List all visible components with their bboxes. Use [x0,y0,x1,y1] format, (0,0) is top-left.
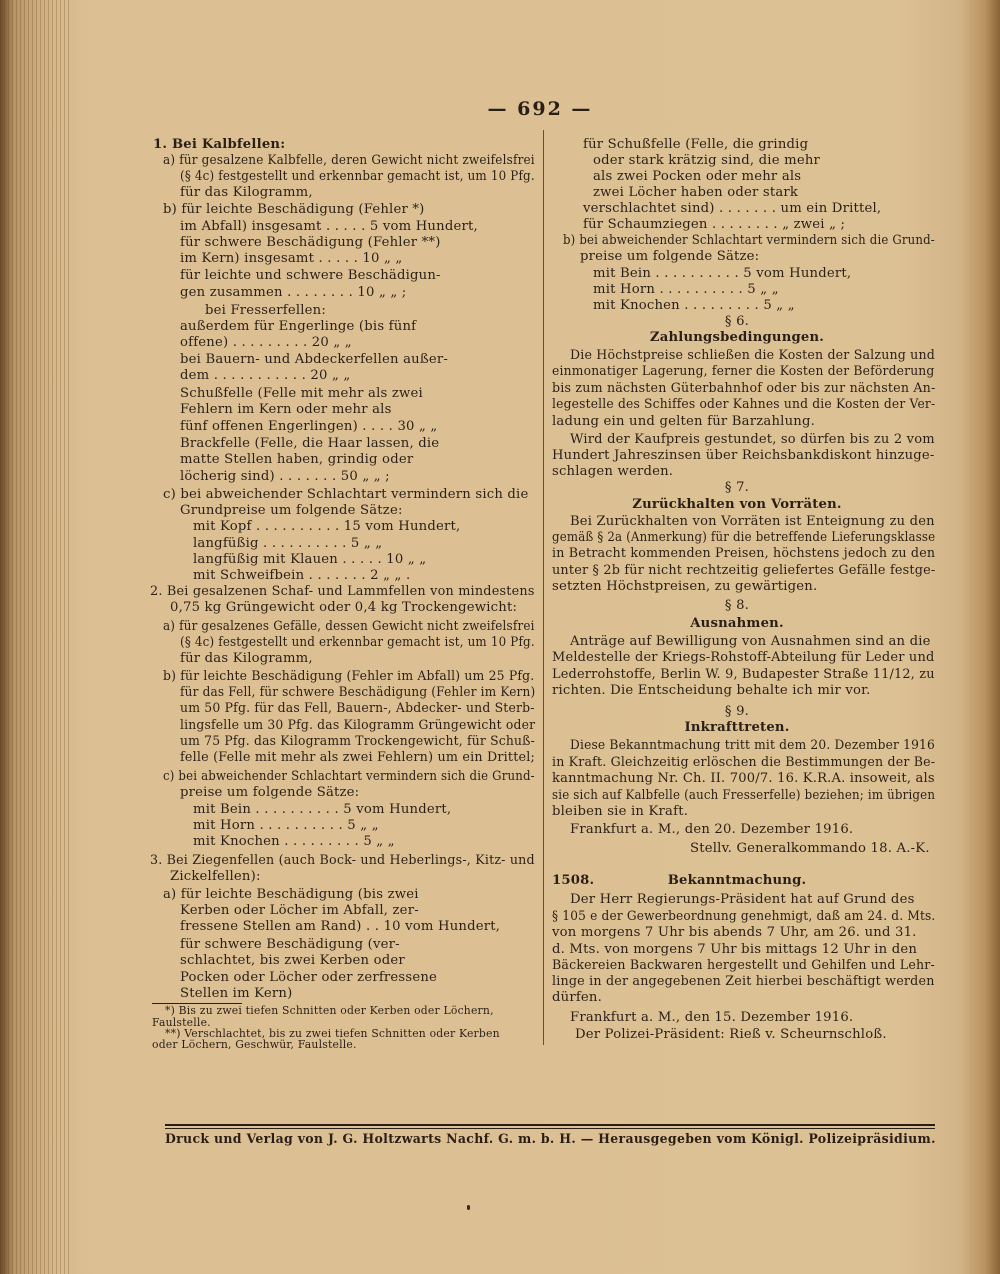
right-column-line: b) bei abweichender Schlachtart vermindern sich die Grund- [563,233,935,248]
right-column-line: Inkrafttreten. [684,720,790,735]
left-column-line: Brackfelle (Felle, die Haar lassen, die [180,436,440,451]
left-column-line: b) für leichte Beschädigung (Fehler *) [163,202,425,217]
left-column-line: Schußfelle (Felle mit mehr als zwei [180,386,423,401]
right-column-line: Zurückhalten von Vorräten. [632,497,842,512]
left-column-line: im Kern) insgesamt . . . . . 10 „ „ [180,251,403,266]
left-column-line: fünf offenen Engerlingen) . . . . 30 „ „ [180,419,438,434]
left-column-line: (§ 4c) festgestellt und erkennbar gemacht ist, um 10 Pfg. [180,635,535,650]
left-column-line: für das Kilogramm, [180,651,313,666]
left-column-line: gen zusammen . . . . . . . . 10 „ „ ; [180,285,407,300]
right-column-line: Meldestelle der Kriegs-Rohstoff-Abteilung für Leder und [552,650,935,665]
right-column-line: d. Mts. von morgens 7 Uhr bis mittags 12 Uhr in den [552,942,918,957]
right-column-line: ladung ein und gelten für Barzahlung. [552,414,815,429]
left-column-line: 2. Bei gesalzenen Schaf- und Lammfellen von mindestens [150,584,535,599]
printer-imprint: Druck und Verlag von J. G. Holtzwarts Nachf. G. m. b. H. — Herausgegeben vom Königl. Polizeipräsidium. [165,1131,936,1146]
right-column-line: setzten Höchstpreisen, zu gewärtigen. [552,579,818,594]
right-column-line: Anträge auf Bewilligung von Ausnahmen sind an die [570,634,931,649]
right-column-line: Lederrohstoffe, Berlin W. 9, Budapester Straße 11/12, zu [552,667,935,682]
left-column-line: bei Bauern- und Abdeckerfellen außer- [180,352,449,367]
footnote-line: oder Löchern, Geschwür, Faulstelle. [152,1038,357,1051]
right-column-line: Diese Bekanntmachung tritt mit dem 20. Dezember 1916 [570,738,935,753]
right-column-line: für Schaumziegen . . . . . . . . „ zwei „ ; [583,217,846,232]
right-column-line: Frankfurt a. M., den 15. Dezember 1916. [570,1010,854,1025]
right-column-line: in Betracht kommenden Preisen, höchstens jedoch zu den [552,546,936,561]
column-divider [543,130,544,1045]
footnote-line: Faulstelle. [152,1016,211,1029]
right-column-line: sie sich auf Kalbfelle (auch Fresserfelle) beziehen; im übrigen [552,788,936,803]
right-column-line: Hundert Jahreszinsen über Reichsbankdiskont hinzuge- [552,448,935,463]
book-page-edges [0,0,70,1274]
left-column-line: Grundpreise um folgende Sätze: [180,503,403,518]
left-column-line: Zickelfellen): [170,869,261,884]
right-column-line: Der Herr Regierungs-Präsident hat auf Grund des [570,892,915,907]
right-column-line: preise um folgende Sätze: [580,249,760,264]
right-column-line: schlagen werden. [552,464,674,479]
left-column-line: a) für gesalzene Kalbfelle, deren Gewicht nicht zweifelsfrei [163,153,535,168]
left-column-line: Fehlern im Kern oder mehr als [180,402,392,417]
right-column-line: Zahlungsbedingungen. [649,330,825,345]
left-column-line: für das Fell, für schwere Beschädigung (Fehler im Kern) [180,685,536,700]
bottom-rule [165,1124,935,1126]
bottom-rule-thin [165,1128,935,1129]
right-column-line: kanntmachung Nr. Ch. II. 700/7. 16. K.R.A. insoweit, als [552,771,935,786]
left-column-line: um 75 Pfg. das Kilogramm Trockengewicht, für Schuß- [180,734,535,749]
left-column-line: felle (Felle mit mehr als zwei Fehlern) um ein Drittel; [180,750,535,765]
right-column-line: Ausnahmen. [690,616,784,631]
left-column-line: außerdem für Engerlinge (bis fünf [180,319,417,334]
right-column-line: bis zum nächsten Güterbahnhof oder bis zur nächsten An- [552,381,936,396]
right-column-line: Frankfurt a. M., den 20. Dezember 1916. [570,822,854,837]
left-column-line: (§ 4c) festgestellt und erkennbar gemacht ist, um 10 Pfg. [180,169,535,184]
left-column-line: um 50 Pfg. für das Fell, Bauern-, Abdecker- und Sterb- [180,701,535,716]
left-column-line: für schwere Beschädigung (Fehler **) [180,235,441,250]
left-column-line: mit Horn . . . . . . . . . . 5 „ „ [193,818,379,833]
left-column-line: 0,75 kg Grüngewicht oder 0,4 kg Trockengewicht: [170,600,518,615]
footnote-line: *) Bis zu zwei tiefen Schnitten oder Kerben oder Löchern, [165,1004,494,1017]
left-column-line: für das Kilogramm, [180,185,313,200]
right-column-line: richten. Die Entscheidung behalte ich mir vor. [552,683,871,698]
right-column-line: Stellv. Generalkommando 18. A.-K. [690,841,930,856]
left-column-line: schlachtet, bis zwei Kerben oder [180,953,405,968]
left-column-line: löcherig sind) . . . . . . . 50 „ „ ; [180,469,390,484]
right-column-line: linge in der angegebenen Zeit hierbei beschäftigt werden [552,974,935,989]
right-column-line: Der Polizei-Präsident: Rieß v. Scheurnschloß. [575,1027,887,1042]
right-column-line: Bei Zurückhalten von Vorräten ist Enteignung zu den [570,514,935,529]
right-column-line: § 105 e der Gewerbeordnung genehmigt, daß am 24. d. Mts. [552,909,936,924]
right-column-line: unter § 2b für nicht rechtzeitig geliefertes Gefälle festge- [552,563,936,578]
right-column-line: für Schußfelle (Felle, die grindig [583,137,809,152]
right-column-line: zwei Löcher haben oder stark [593,185,799,200]
left-column-line: fressene Stellen am Rand) . . 10 vom Hundert, [180,919,501,934]
left-column-line: offene) . . . . . . . . . 20 „ „ [180,335,352,350]
left-column-line: a) für leichte Beschädigung (bis zwei [163,887,419,902]
left-column-line: bei Fresserfellen: [205,303,327,318]
footnote-line: **) Verschlachtet, bis zu zwei tiefen Schnitten oder Kerben [165,1027,500,1040]
left-column-line: Stellen im Kern) [180,986,293,1001]
left-column-line: mit Schweifbein . . . . . . . 2 „ „ . [193,568,411,583]
right-column-line: als zwei Pocken oder mehr als [593,169,802,184]
right-column-line: Bäckereien Backwaren hergestellt und Gehilfen und Lehr- [552,958,935,973]
left-column-line: c) bei abweichender Schlachtart vermindern sich die Grund- [163,769,535,784]
left-column-line: Pocken oder Löcher oder zerfressene [180,970,438,985]
right-column-line: mit Horn . . . . . . . . . . 5 „ „ [593,282,779,297]
right-column-line: gemäß § 2a (Anmerkung) für die betreffende Lieferungsklasse [552,530,936,545]
left-column-line: c) bei abweichender Schlachtart vermindern sich die [163,487,529,502]
left-column-line: Kerben oder Löcher im Abfall, zer- [180,903,419,918]
right-column-line: von morgens 7 Uhr bis abends 7 Uhr, am 26. und 31. [552,925,917,940]
right-column-line: legestelle des Schiffes oder Kahnes und die Kosten der Ver- [552,397,936,412]
left-column-line: 3. Bei Ziegenfellen (auch Bock- und Heberlings-, Kitz- und [150,853,535,868]
right-column-line: § 9. [724,704,750,719]
left-column-line: im Abfall) insgesamt . . . . . 5 vom Hundert, [180,219,478,234]
left-column-line: für schwere Beschädigung (ver- [180,937,400,952]
right-column-line: in Kraft. Gleichzeitig erlöschen die Bestimmungen der Be- [552,755,936,770]
left-column-line: preise um folgende Sätze: [180,785,360,800]
right-column-line: verschlachtet sind) . . . . . . . um ein Drittel, [583,201,882,216]
left-column-line: matte Stellen haben, grindig oder [180,452,414,467]
left-column-line: mit Knochen . . . . . . . . . 5 „ „ [193,834,395,849]
left-column-line: lingsfelle um 30 Pfg. das Kilogramm Grüngewicht oder [180,718,536,733]
ink-speck [467,1205,470,1210]
left-column-line: langfüßig . . . . . . . . . . 5 „ „ [193,536,383,551]
right-column-line: § 8. [724,598,750,613]
right-column-line: § 7. [724,480,750,495]
left-column-line: a) für gesalzenes Gefälle, dessen Gewicht nicht zweifelsfrei [163,619,535,634]
right-column-line: einmonatiger Lagerung, ferner die Kosten der Beförderung [552,364,935,379]
right-column-line: mit Knochen . . . . . . . . . 5 „ „ [593,298,795,313]
right-column-line: mit Bein . . . . . . . . . . 5 vom Hundert, [593,266,852,281]
left-column-line: für leichte und schwere Beschädigun- [180,268,441,283]
right-column-line: bleiben sie in Kraft. [552,804,689,819]
left-column-line: mit Bein . . . . . . . . . . 5 vom Hundert, [193,802,452,817]
left-column-line: langfüßig mit Klauen . . . . . 10 „ „ [193,552,427,567]
left-column-line: b) für leichte Beschädigung (Fehler im Abfall) um 25 Pfg. [163,669,535,684]
right-column-line: Die Höchstpreise schließen die Kosten der Salzung und [570,348,935,363]
right-column-line: 1508. [552,873,595,888]
right-column-line: § 6. [724,314,750,329]
left-column-line: dem . . . . . . . . . . . 20 „ „ [180,368,351,383]
right-column-line: oder stark krätzig sind, die mehr [593,153,821,168]
right-column-line: dürfen. [552,990,603,1005]
right-column-line: Bekanntmachung. [667,873,807,888]
right-column-line: Wird der Kaufpreis gestundet, so dürfen bis zu 2 vom [570,432,935,447]
left-column-line: mit Kopf . . . . . . . . . . 15 vom Hundert, [193,519,461,534]
page-number: — 692 — [487,98,593,120]
left-column-line: 1. Bei Kalbfellen: [153,137,286,152]
